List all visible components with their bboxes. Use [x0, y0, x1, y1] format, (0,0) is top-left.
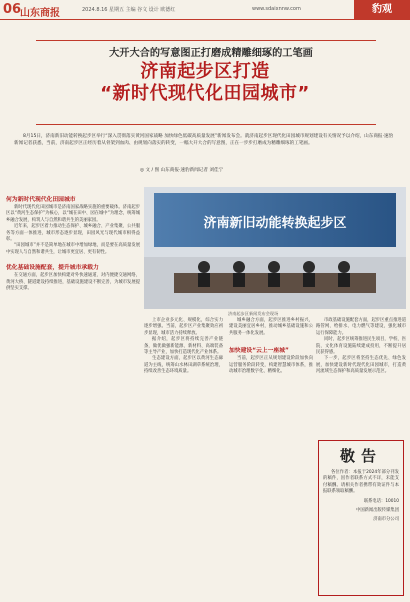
m1-para-2: 据介绍，起步区将持续完善产业链条，做优做强新能源、新材料、高端装备等主导产业，加快打造现代化产业体系。	[144, 337, 223, 356]
m1-para-1: 上市企业多元化、规模化，综合实力逐步增强。当前，起步区产业集聚效应初步显现，城市活力持续释放。	[144, 318, 223, 336]
m1-para-3: 生态建设方面，起步区以黄河生态廊道为主线，统筹山水林田湖草系统治理，持续改善生态环境质量。	[144, 356, 223, 375]
subhead-3: 加快建设“云上一座城”	[229, 348, 289, 355]
notice-org: 中国新闻出版传媒集团	[356, 508, 399, 514]
notice-box	[318, 440, 404, 596]
right-para-1: 下一步，起步区将坚持生态优先、绿色发展，加快建设新时代现代化田园城市，打造黄河流域生态保护和高质量发展示范区。	[316, 356, 406, 375]
photo-illustration	[144, 187, 406, 309]
title-rule-top	[36, 40, 376, 41]
main-title	[20, 61, 390, 105]
lead-paragraph: 8月15日，济南新旧动能转换起步区举行“深入贯彻落实黄河国家战略 加快绿色低碳高质量发展”新闻发布会。就济南起步区现代化田园城市规划建设有关情况予以介绍，山东商报·速豹新闻记者获悉，当前，济南起步区正经历着从骨架到血肉、由规划向落实的转变，一幅大开大合的写意图，正在一步步打磨成为精雕细琢的工笔画。	[14, 134, 394, 146]
main-title-line-1: 济南起步区打造	[140, 61, 270, 82]
notice-phone: 联系电话：10010	[363, 498, 399, 504]
sub-title: 大开大合的写意图正打磨成精雕细琢的工笔画	[109, 48, 313, 59]
title-rule-bottom	[36, 124, 376, 125]
right-column	[316, 318, 406, 376]
m2-para-2: 当前，起步区正从规划建设阶段加快向运营服务阶段转变，构建智慧城市体系，推动城市治理数字化、精细化。	[229, 356, 313, 375]
section-name: 山东商报	[20, 8, 60, 19]
notice-title: 敬告	[339, 447, 382, 465]
photo-caption: 济南起步区新闻发布会现场	[228, 311, 279, 316]
notice-branch: 济南市分公司	[373, 517, 399, 523]
left-para-4: 在交通方面，起步区加快构建对外快速通道、对内便捷交通网络，黄河大桥、隧道建设持续推进，基础设施建设不断完善，为城市发展提供坚实支撑。	[6, 273, 140, 292]
right-para-top-2: 同时，起步区统筹推进民生项目，学校、医院、文化体育设施陆续建成投用，不断提升居民获得感。	[316, 337, 406, 356]
left-column	[6, 192, 140, 292]
left-para-2: 近年来，起步区着力推动生态保护、城乡融合、产业集聚、公共服务等方面一体推进，城市形态逐步显现，田园风光与现代城市相得益彰。	[6, 224, 140, 243]
column-badge: 豹观	[354, 0, 410, 20]
middle-column-2	[229, 318, 313, 375]
press-conference-photo	[144, 187, 406, 309]
edition-meta: 2024.8.16 星期五 主编 谷文 设计 欧德红	[82, 7, 176, 13]
left-para-1: 新时代现代化田园城市是济南国家战略实施的重要载体。济南起步区以“黄河生态保护”为核心，以“城在田中、园在城中”为理念，统筹城乡融合发展，构筑人与自然和谐共生的美丽家园。	[6, 205, 140, 223]
left-para-3: “田园城市”并不是简单地在城市中增加绿地，而是要在高质量发展中实现人与自然和谐共生，让城市更宜居、更有韧性。	[6, 243, 140, 255]
m2-para-1: 城乡融合方面，起步区推进乡村振兴，建设美丽宜居乡村，推动城乡基础设施和公共服务一体化发展。	[229, 318, 313, 336]
subhead-2: 优化基础设施配套，提升城市承载力	[6, 265, 99, 272]
middle-column-1	[144, 318, 223, 376]
subhead-1: 何为新时代现代化田园城市	[6, 197, 76, 203]
notice-body: 各位作者：本报于2024年部分刊发的稿件，因作者联系方式不详，未能支付稿酬。请相关作者携带有效证件与本报联系领取稿酬。	[323, 470, 399, 495]
page-number: 06	[3, 2, 22, 17]
site-url[interactable]: www.sdaixnnw.com	[252, 6, 301, 12]
banner-text: 济南新旧动能转换起步区	[203, 216, 347, 231]
right-para-top-1: 市政基础设施配套方面，起步区重点推进道路管网、给排水、电力燃气等建设，强化城市运行保障能力。	[316, 318, 406, 336]
byline: ◎ 文 / 图 山东商报·速豹新闻记者 刘佳宁	[140, 168, 224, 173]
page-header	[0, 0, 410, 20]
main-title-line-2: “新时代现代化田园城市”	[100, 83, 310, 104]
